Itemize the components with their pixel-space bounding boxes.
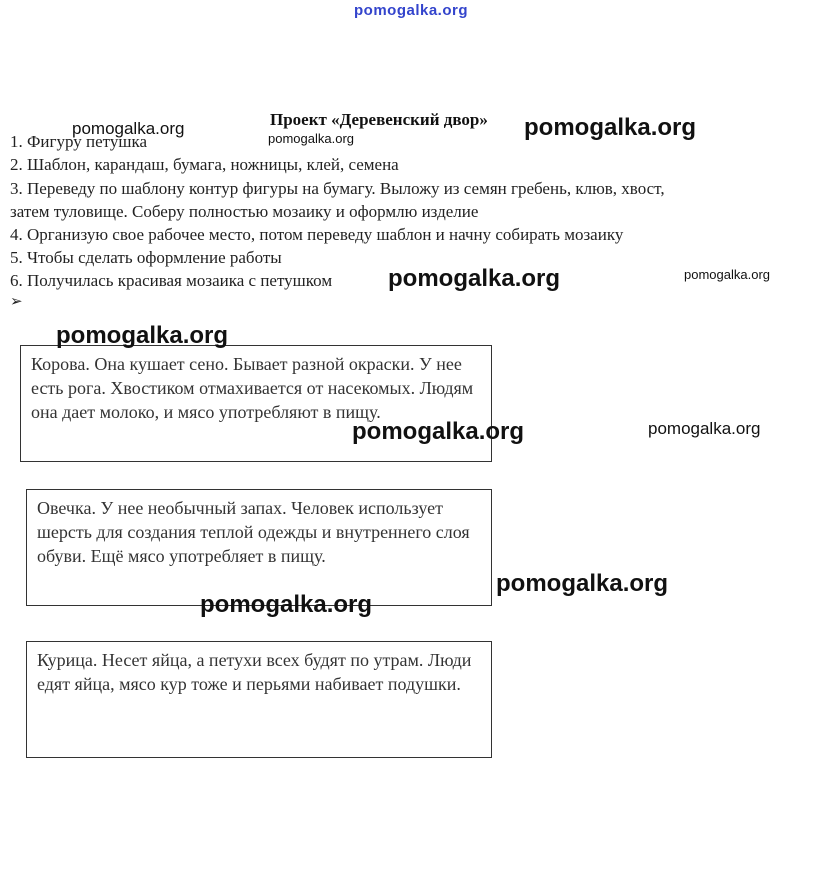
watermark: pomogalka.org [352, 418, 525, 445]
text-line-7: 6. Получилась красивая мозаика с петушком [10, 271, 333, 290]
text-box-cow: Корова. Она кушает сено. Бывает разной окраски. У нее есть рога. Хвостиком отмахивается от насекомых. Людям она дает молоко, и мясо употребляют в пищу. [20, 345, 492, 462]
watermark: pomogalka.org [524, 114, 697, 141]
watermark: pomogalka.org [496, 570, 669, 597]
text-line-3: 3. Переведу по шаблону контур фигуры на бумагу. Выложу из семян гребень, клюв, хвост, [10, 179, 665, 198]
text-line-5: 4. Организую свое рабочее место, потом переведу шаблон и начну собирать мозаику [10, 225, 624, 244]
watermark: pomogalka.org [388, 265, 561, 292]
document-title: Проект «Деревенский двор» [270, 110, 488, 129]
text-line-4: затем туловище. Соберу полностью мозаику и оформлю изделие [10, 202, 479, 221]
text-box-sheep: Овечка. У нее необычный запах. Человек использует шерсть для создания теплой одежды и внутреннего слоя обуви. Ещё мясо употребляет в пищу. [26, 489, 492, 606]
watermark: pomogalka.org [268, 131, 354, 146]
watermark: pomogalka.org [648, 419, 761, 438]
text-line-6: 5. Чтобы сделать оформление работы [10, 248, 282, 267]
watermark: pomogalka.org [684, 267, 770, 282]
watermark: pomogalka.org [56, 322, 229, 349]
bullet-arrow-icon: ➢ [10, 294, 23, 310]
text-line-2: 2. Шаблон, карандаш, бумага, ножницы, клей, семена [10, 155, 399, 174]
text-line-1: 1. Фигуру петушка [10, 132, 148, 151]
top-watermark: pomogalka.org [354, 2, 469, 19]
watermark: pomogalka.org [72, 119, 185, 138]
text-box-chicken: Курица. Несет яйца, а петухи всех будят по утрам. Люди едят яйца, мясо кур тоже и перьями набивает подушки. [26, 641, 492, 758]
watermark: pomogalka.org [200, 591, 373, 618]
